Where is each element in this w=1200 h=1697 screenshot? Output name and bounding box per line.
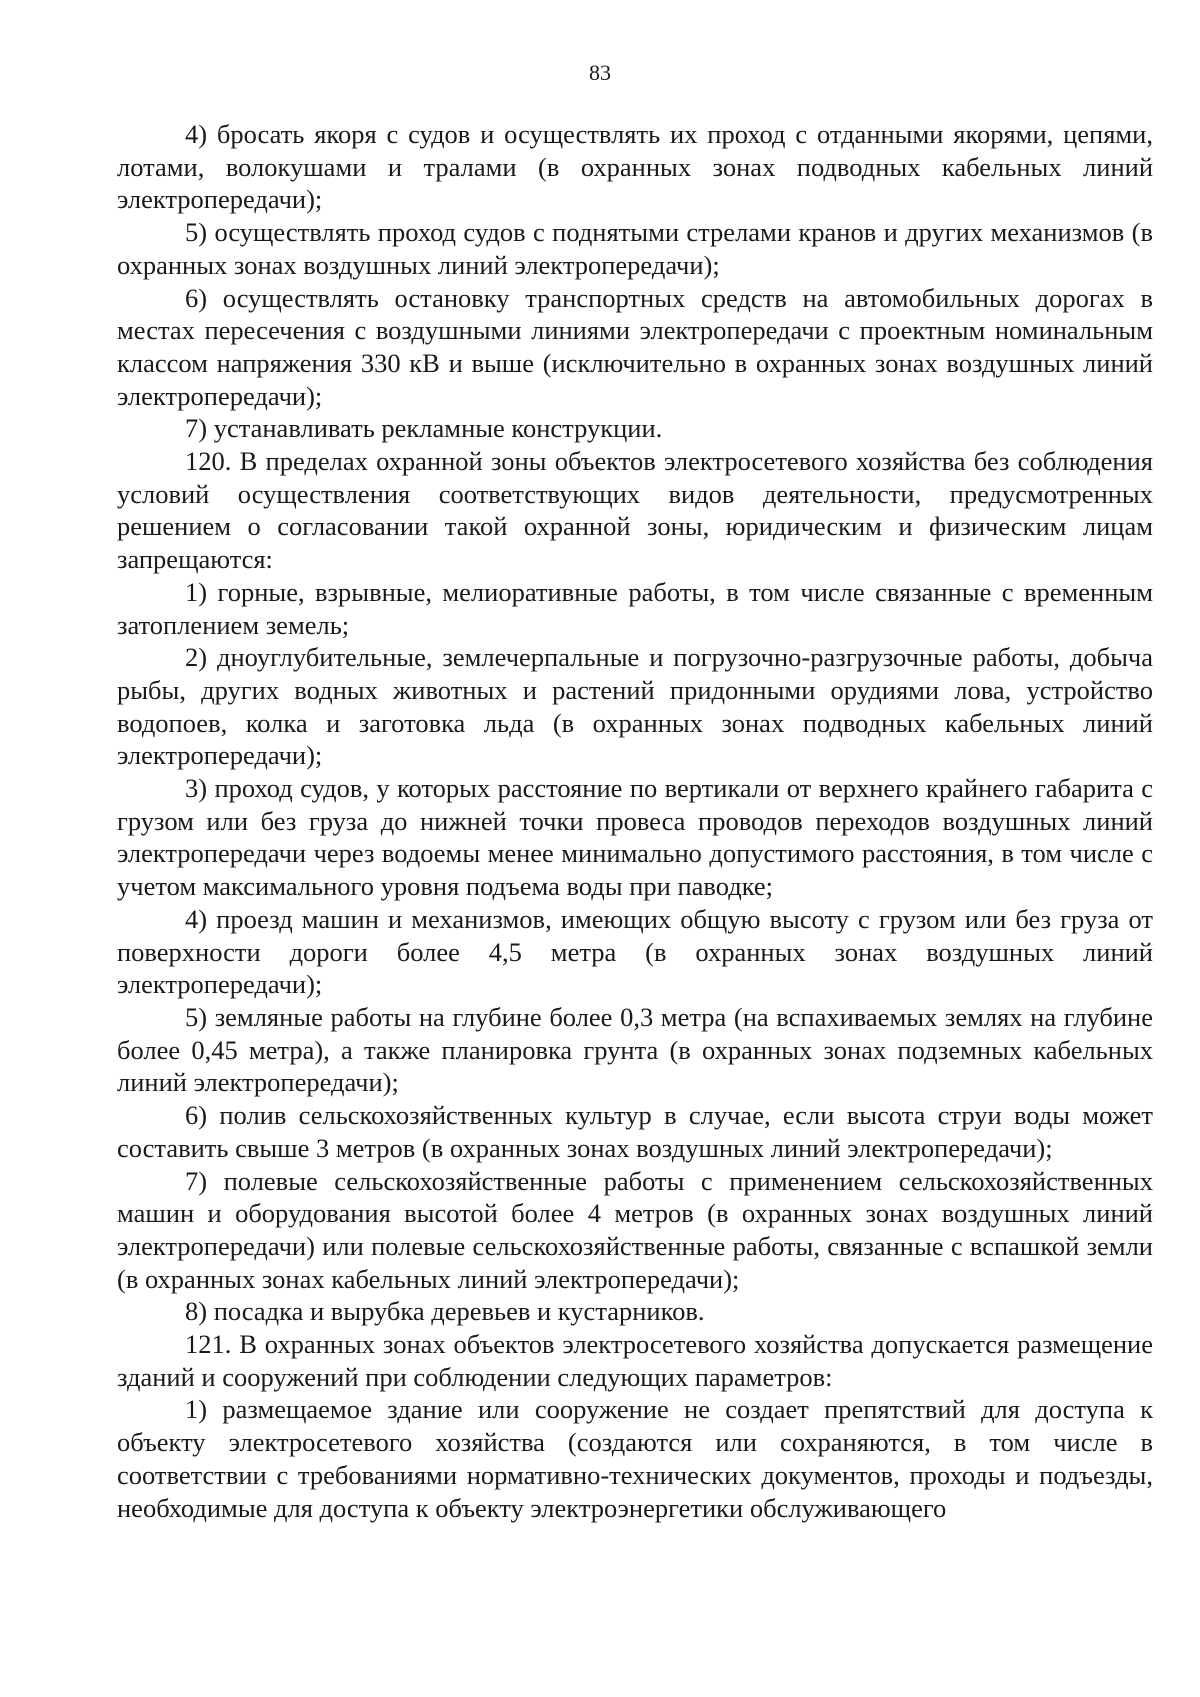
paragraph-clause-120-item-6: 6) полив сельскохозяйственных культур в случае, если высота струи воды может составить свыше 3 метров (в охранных зонах воздушных линий электропередачи); xyxy=(117,1100,1153,1163)
paragraph-clause-120-item-7: 7) полевые сельскохозяйственные работы с применением сельскохозяйственных машин и оборудования высотой более 4 метров (в охранных зонах воздушных линий электропередачи) или полевые сельскохозяйственные работы, связанные с вспашкой земли (в охранных зонах кабельных линий электропередачи); xyxy=(117,1165,1153,1294)
paragraph-clause-120-item-2: 2) дноуглубительные, землечерпальные и погрузочно-разгрузочные работы, добыча рыбы, других водных животных и растений придонными орудиями лова, устройство водопоев, колка и заготовка льда (в охранных зонах подводных кабельных линий электропередачи); xyxy=(117,642,1153,771)
paragraph-item-7-advertising: 7) устанавливать рекламные конструкции. xyxy=(185,413,663,444)
paragraph-clause-120-item-4: 4) проезд машин и механизмов, имеющих общую высоту с грузом или без груза от поверхности дороги более 4,5 метра (в охранных зонах воздушных линий электропередачи); xyxy=(117,903,1153,1000)
paragraph-clause-120: 120. В пределах охранной зоны объектов электросетевого хозяйства без соблюдения условий осуществления соответствующих видов деятельности, предусмотренных решением о согласовании такой охранной зоны, юридическим и физическим лицам запрещаются: xyxy=(117,446,1153,575)
paragraph-clause-120-item-3: 3) проход судов, у которых расстояние по вертикали от верхнего крайнего габарита с грузом или без груза до нижней точки провеса проводов переходов воздушных линий электропередачи через водоемы менее минимально допустимого расстояния, в том числе с учетом максимального уровня подъема воды при паводке; xyxy=(117,773,1153,902)
paragraph-clause-120-item-5: 5) земляные работы на глубине более 0,3 метра (на вспахиваемых землях на глубине более 0,45 метра), а также планировка грунта (в охранных зонах подземных кабельных линий электропередачи); xyxy=(117,1001,1153,1098)
page-number: 83 xyxy=(589,60,611,85)
paragraph-item-6-vehicle-stop: 6) осуществлять остановку транспортных средств на автомобильных дорогах в местах пересечения с воздушными линиями электропередачи с проектным номинальным классом напряжения 330 кВ и выше (исключительно в охранных зонах воздушных линий электропередачи); xyxy=(117,282,1153,411)
paragraph-clause-121-item-1: 1) размещаемое здание или сооружение не создает препятствий для доступа к объекту электросетевого хозяйства (создаются или сохраняются, в том числе в соответствии с требованиями нормативно-технических документов, проходы и подъезды, необходимые для доступа к объекту электроэнергетики обслуживающего xyxy=(117,1394,1153,1523)
paragraph-clause-120-item-1: 1) горные, взрывные, мелиоративные работы, в том числе связанные с временным затоплением земель; xyxy=(117,576,1153,640)
paragraph-clause-120-item-8: 8) посадка и вырубка деревьев и кустарников. xyxy=(185,1296,705,1327)
paragraph-item-4-anchors: 4) бросать якоря с судов и осуществлять их проход с отданными якорями, цепями, лотами, волокушами и тралами (в охранных зонах подводных кабельных линий электропередачи); xyxy=(117,119,1153,215)
paragraph-clause-121: 121. В охранных зонах объектов электросетевого хозяйства допускается размещение зданий и сооружений при соблюдении следующих параметров: xyxy=(117,1329,1153,1392)
document-body xyxy=(117,118,1153,1524)
paragraph-item-5-cranes: 5) осуществлять проход судов с поднятыми стрелами кранов и других механизмов (в охранных зонах воздушных линий электропередачи); xyxy=(117,217,1153,280)
